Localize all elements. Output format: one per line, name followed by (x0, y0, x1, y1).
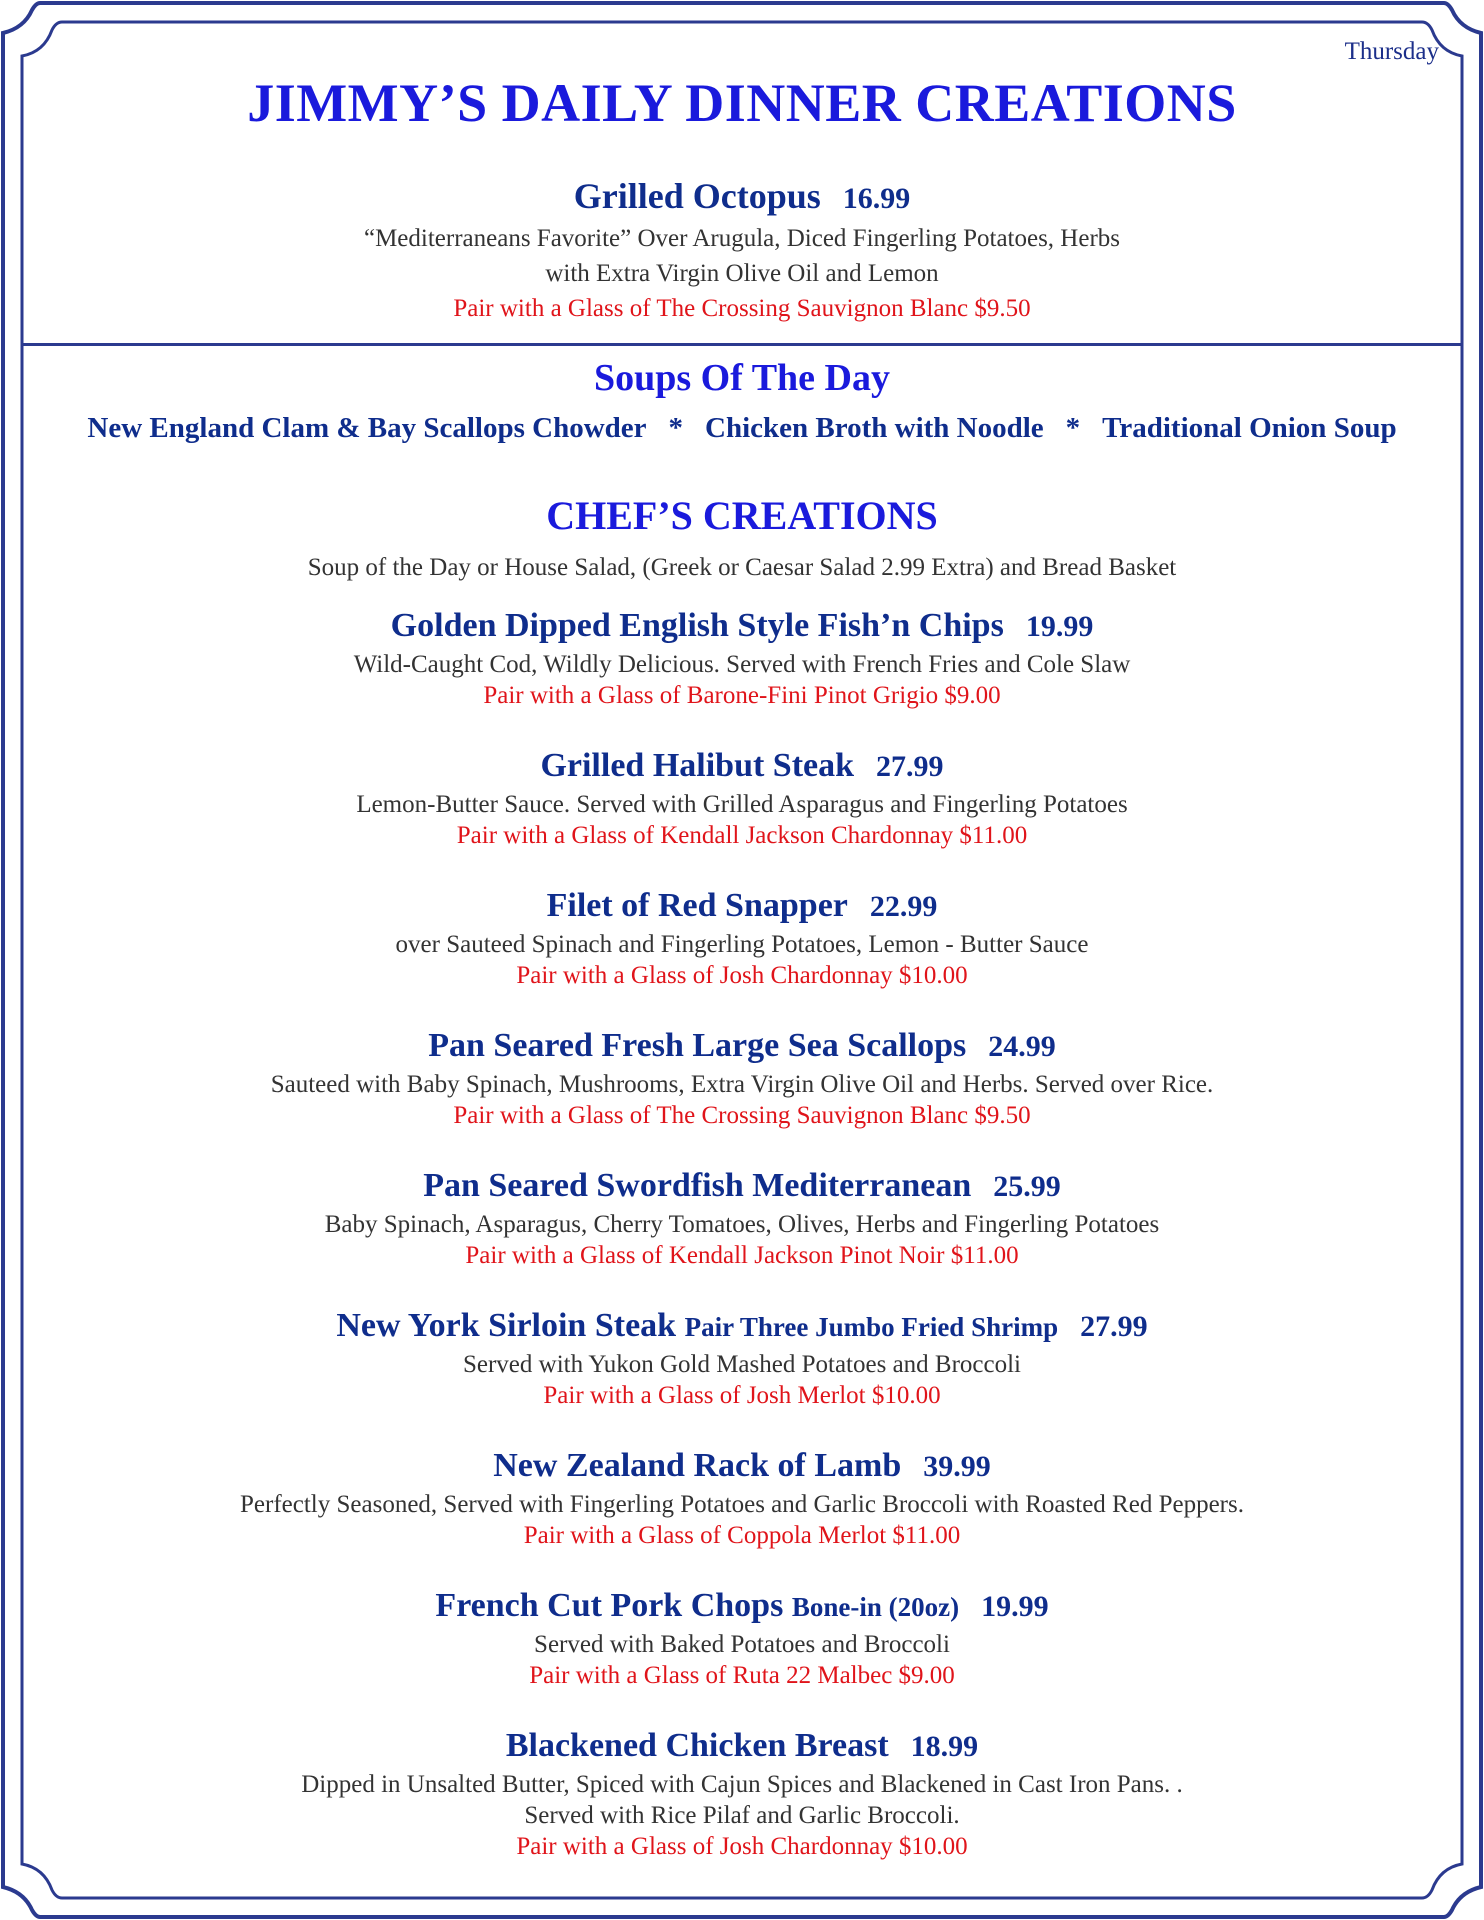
dish-desc: Served with Baked Potatoes and Broccoli (534, 1631, 950, 1658)
featured-dish-desc: “Mediterraneans Favorite” Over Arugula, Diced Fingerling Potatoes, Herbs (363, 225, 1121, 252)
menu-item (0, 1304, 1484, 1444)
featured-dish-name: Grilled Octopus (573, 176, 821, 216)
dish-price: 27.99 (1080, 1310, 1148, 1343)
dish-name: New York Sirloin Steak (336, 1307, 677, 1344)
dish-extra: Bone-in (20oz) (791, 1592, 960, 1622)
menu-title: JIMMY’S DAILY DINNER CREATIONS (247, 73, 1237, 133)
dish-name: Pan Seared Swordfish Mediterranean (423, 1167, 972, 1204)
dish-name: Pan Seared Fresh Large Sea Scallops (428, 1027, 967, 1064)
dish-pairing: Pair with a Glass of Josh Merlot $10.00 (543, 1382, 941, 1409)
menu-items (0, 604, 1484, 1894)
featured-dish-price: 16.99 (842, 182, 911, 215)
soup-item: New England Clam & Bay Scallops Chowder (87, 412, 647, 444)
dish-price: 19.99 (981, 1590, 1049, 1623)
menu-item (0, 1024, 1484, 1164)
dish-pairing: Pair with a Glass of Barone-Fini Pinot Grigio $9.00 (483, 682, 1001, 709)
featured-dish-title (0, 174, 1484, 221)
dish-desc: over Sauteed Spinach and Fingerling Potatoes, Lemon - Butter Sauce (395, 931, 1089, 958)
dish-extra: Pair Three Jumbo Fried Shrimp (684, 1312, 1059, 1342)
dish-name: Filet of Red Snapper (546, 887, 848, 924)
dish-pairing: Pair with a Glass of Josh Chardonnay $10.00 (516, 962, 968, 989)
dish-desc: Perfectly Seasoned, Served with Fingerling Potatoes and Garlic Broccoli with Roasted Red Peppers. (240, 1491, 1244, 1518)
dish-desc: Baby Spinach, Asparagus, Cherry Tomatoes, Olives, Herbs and Fingerling Potatoes (324, 1211, 1160, 1238)
dish-name: New Zealand Rack of Lamb (493, 1447, 902, 1484)
dish-price: 27.99 (876, 750, 944, 783)
day-label: Thursday (1344, 38, 1439, 65)
soup-item: Chicken Broth with Noodle (705, 412, 1044, 444)
dish-price: 19.99 (1025, 610, 1094, 643)
dish-pairing: Pair with a Glass of The Crossing Sauvignon Blanc $9.50 (453, 1102, 1031, 1129)
dish-name: Golden Dipped English Style Fish’n Chips (390, 607, 1004, 644)
soups-list (0, 412, 1484, 445)
dish-desc: Dipped in Unsalted Butter, Spiced with Cajun Spices and Blackened in Cast Iron Pans. . (301, 1771, 1183, 1798)
featured-dish (0, 174, 1484, 326)
dish-pairing: Pair with a Glass of Kendall Jackson Pinot Noir $11.00 (465, 1242, 1019, 1269)
menu-item (0, 1444, 1484, 1584)
featured-dish-pairing: Pair with a Glass of The Crossing Sauvignon Blanc $9.50 (453, 295, 1031, 322)
menu-item (0, 744, 1484, 884)
dish-pairing: Pair with a Glass of Josh Chardonnay $10.00 (516, 1833, 968, 1860)
dish-price: 24.99 (988, 1030, 1056, 1063)
soups-title: Soups Of The Day (593, 357, 890, 399)
soup-separator: * (668, 412, 684, 444)
dish-price: 39.99 (923, 1450, 991, 1483)
menu-item (0, 1584, 1484, 1724)
dish-desc: Wild-Caught Cod, Wildly Delicious. Served with French Fries and Cole Slaw (353, 651, 1131, 678)
menu-item (0, 1164, 1484, 1304)
featured-dish-desc: with Extra Virgin Olive Oil and Lemon (545, 260, 939, 287)
dish-price: 25.99 (993, 1170, 1061, 1203)
dish-name: Grilled Halibut Steak (540, 747, 855, 784)
menu-item (0, 884, 1484, 1024)
dish-desc: Lemon-Butter Sauce. Served with Grilled Asparagus and Fingerling Potatoes (356, 791, 1128, 818)
chef-creations-note: Soup of the Day or House Salad, (Greek or Caesar Salad 2.99 Extra) and Bread Basket (307, 554, 1177, 581)
dish-name: French Cut Pork Chops (435, 1587, 784, 1624)
dish-desc: Served with Rice Pilaf and Garlic Broccoli. (524, 1802, 960, 1829)
dish-pairing: Pair with a Glass of Ruta 22 Malbec $9.00 (529, 1662, 955, 1689)
dish-desc: Sauteed with Baby Spinach, Mushrooms, Extra Virgin Olive Oil and Herbs. Served over Rice. (270, 1071, 1214, 1098)
soup-item: Traditional Onion Soup (1102, 412, 1397, 444)
dish-desc: Served with Yukon Gold Mashed Potatoes and Broccoli (462, 1351, 1022, 1378)
soup-separator: * (1065, 412, 1081, 444)
dish-price: 18.99 (910, 1730, 979, 1763)
dish-pairing: Pair with a Glass of Coppola Merlot $11.00 (523, 1522, 961, 1549)
dish-pairing: Pair with a Glass of Kendall Jackson Chardonnay $11.00 (456, 822, 1028, 849)
dish-name: Blackened Chicken Breast (505, 1727, 889, 1764)
section-divider (22, 343, 1462, 346)
chef-creations-title: CHEF’S CREATIONS (546, 493, 938, 538)
dish-price: 22.99 (869, 890, 938, 923)
menu-item (0, 604, 1484, 744)
menu-item (0, 1724, 1484, 1894)
